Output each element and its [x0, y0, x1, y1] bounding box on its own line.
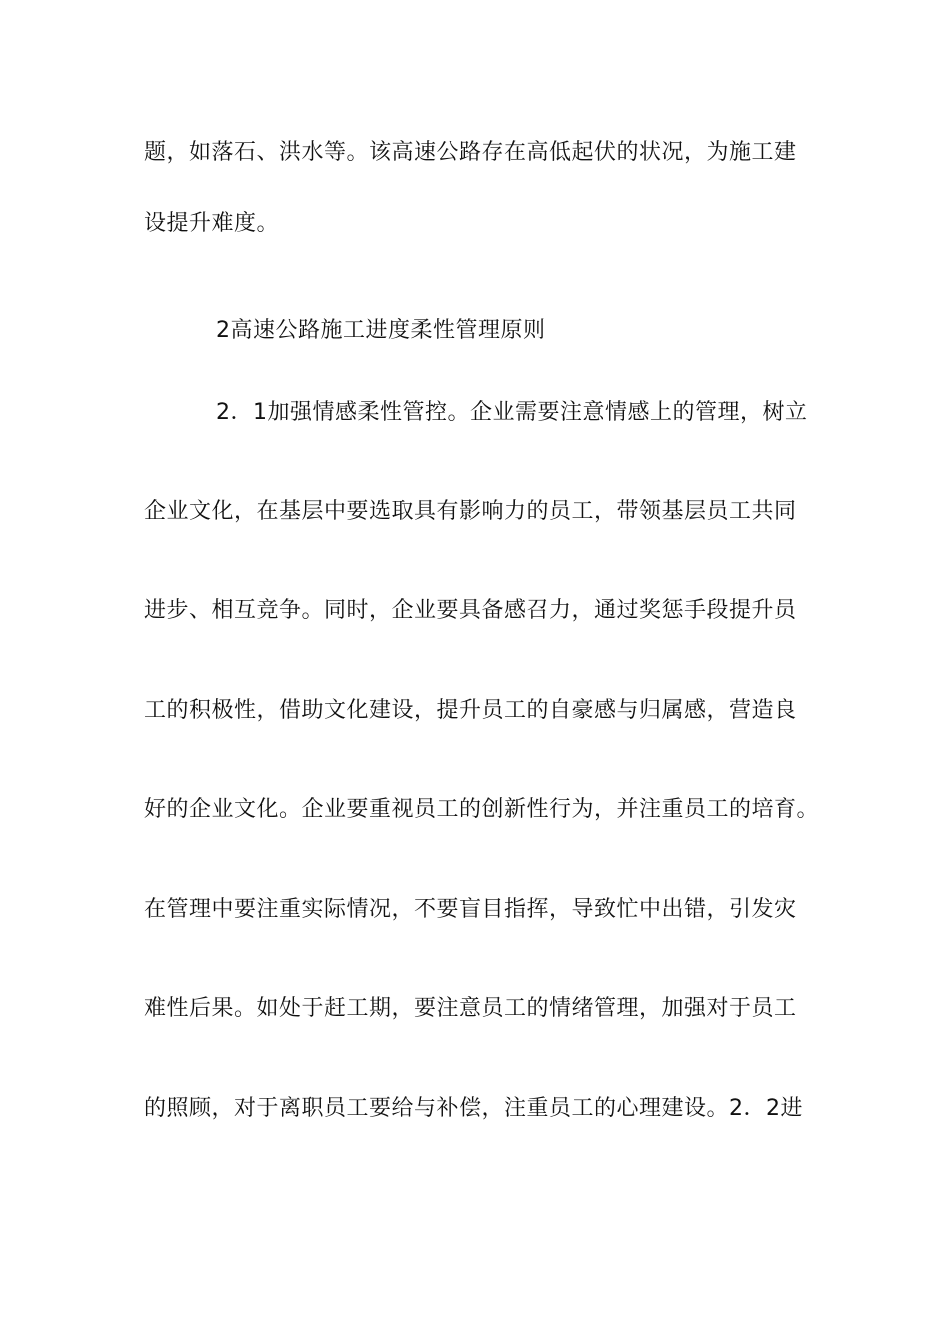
body-text-line: 设提升难度。 — [144, 211, 280, 236]
body-text-line: 工的积极性，借助文化建设，提升员工的自豪感与归属感，营造良 — [144, 698, 797, 723]
body-text-line: 在管理中要注重实际情况，不要盲目指挥，导致忙中出错，引发灾 — [144, 897, 797, 922]
body-text-line: 的照顾，对于离职员工要给与补偿，注重员工的心理建设。2．2进 — [144, 1096, 803, 1121]
body-text-line: 企业文化，在基层中要选取具有影响力的员工，带领基层员工共同 — [144, 499, 797, 524]
body-text-line: 难性后果。如处于赶工期，要注意员工的情绪管理，加强对于员工 — [144, 996, 797, 1021]
body-text-line: 题，如落石、洪水等。该高速公路存在高低起伏的状况，为施工建 — [144, 140, 797, 165]
body-text-line: 进步、相互竞争。同时，企业要具备感召力，通过奖惩手段提升员 — [144, 598, 797, 623]
subsection-heading-line: 2．1加强情感柔性管控。企业需要注意情感上的管理，树立 — [216, 400, 808, 425]
body-text-line: 好的企业文化。企业要重视员工的创新性行为，并注重员工的培育。 — [144, 797, 820, 822]
section-heading: 2高速公路施工进度柔性管理原则 — [216, 318, 546, 343]
